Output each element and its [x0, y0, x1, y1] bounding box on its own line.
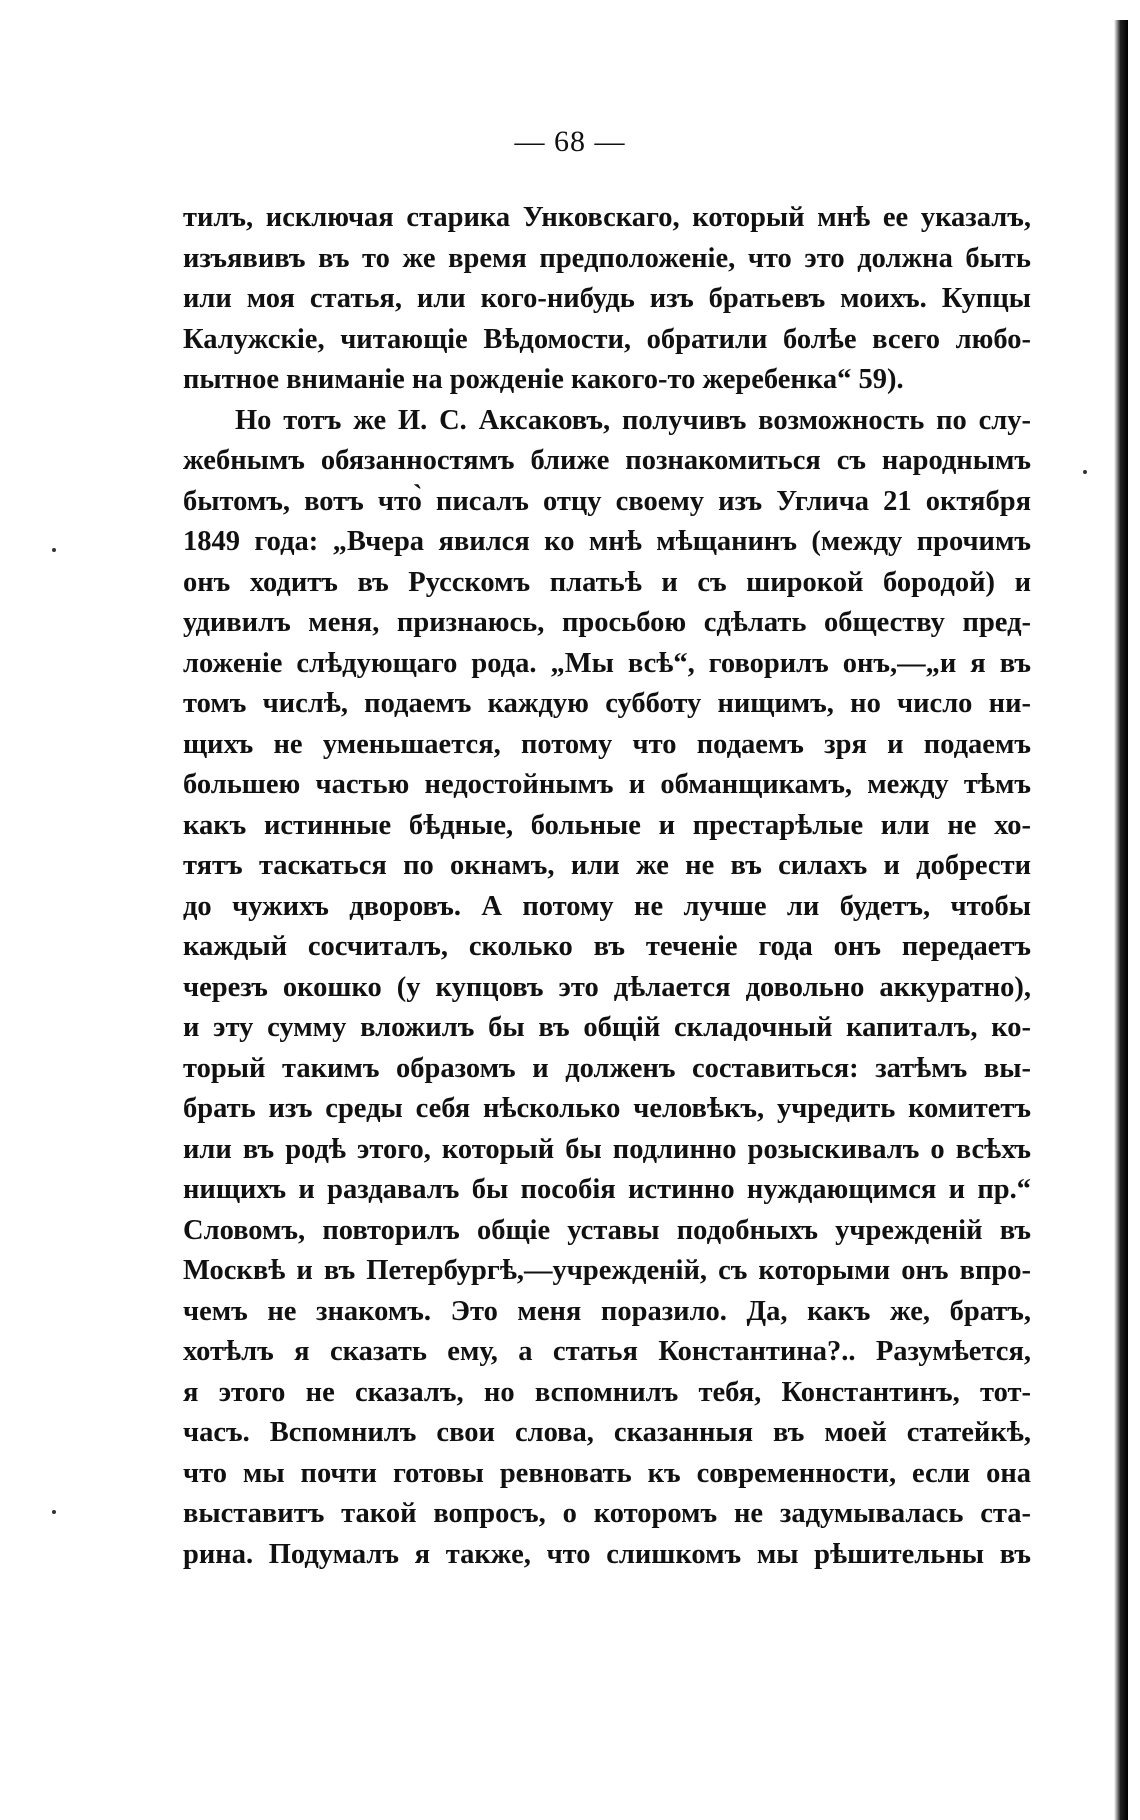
text-line: ложеніе слѣдующаго рода. „Мы всѣ“, говорилъ онъ,—„и я въ [183, 647, 1031, 679]
text-line: изъявивъ въ то же время предположеніе, что это должна быть [183, 242, 1031, 274]
text-line: Москвѣ и въ Петербургѣ,—учрежденій, съ которыми онъ впро- [183, 1255, 1031, 1286]
text-line: Словомъ, повторилъ общіе уставы подобныхъ учрежденій въ [183, 1214, 1031, 1246]
text-line: и эту сумму вложилъ бы въ общій складочный капиталъ, ко- [183, 1012, 1031, 1043]
text-line: я этого не сказалъ, но вспомнилъ тебя, Константинъ, тот- [183, 1376, 1031, 1408]
scan-speck [52, 1510, 56, 1514]
text-line: чемъ не знакомъ. Это меня поразило. Да, какъ же, братъ, [183, 1295, 1031, 1327]
text-line: или моя статья, или кого-нибудь изъ братьевъ моихъ. Купцы [183, 283, 1031, 314]
text-line: бытомъ, вотъ что̀ писалъ отцу своему изъ Углича 21 октября [183, 485, 1031, 517]
text-line: выставитъ такой вопросъ, о которомъ не задумывалась ста- [183, 1498, 1031, 1529]
text-line: большею частью недостойнымъ и обманщикамъ, между тѣмъ [183, 769, 1031, 800]
text-line: томъ числѣ, подаемъ каждую субботу нищимъ, но число ни- [183, 688, 1031, 719]
text-line: удивилъ меня, признаюсь, просьбою сдѣлать обществу пред- [183, 607, 1031, 638]
text-line: онъ ходитъ въ Русскомъ платьѣ и съ широкой бородой) и [183, 566, 1031, 598]
text-line: или въ родѣ этого, который бы подлинно розыскивалъ о всѣхъ [183, 1133, 1031, 1165]
text-line: нищихъ и раздавалъ бы пособія истинно нуждающимся и пр.“ [183, 1174, 1031, 1205]
page-number: — 68 — [514, 125, 626, 158]
text-line: до чужихъ дворовъ. А потому не лучше ли будетъ, чтобы [183, 890, 1031, 922]
text-line: какъ истинные бѣдные, больные и престарѣлые или не хо- [183, 809, 1031, 841]
text-line: Калужскіе, читающіе Вѣдомости, обратили болѣе всего любо- [183, 323, 1031, 355]
scan-speck [1083, 470, 1087, 474]
text-line: рина. Подумалъ я также, что слишкомъ мы рѣшительны въ [183, 1538, 1031, 1570]
body-text [183, 198, 1031, 1575]
text-line: пытное вниманіе на рожденіе какого-то жеребенка“ 59). [183, 364, 904, 395]
text-line: брать изъ среды себя нѣсколько человѣкъ, учредить комитетъ [183, 1093, 1031, 1124]
text-line: каждый сосчиталъ, сколько въ теченіе года онъ передаетъ [183, 931, 1031, 962]
text-line: тилъ, исключая старика Унковскаго, который мнѣ ее указалъ, [183, 202, 1031, 233]
scan-speck [52, 548, 56, 552]
text-line: тятъ таскаться по окнамъ, или же не въ силахъ и добрести [183, 850, 1031, 881]
text-line: что мы почти готовы ревновать къ современности, если она [183, 1457, 1031, 1489]
text-line: 1849 года: „Вчера явился ко мнѣ мѣщанинъ (между прочимъ [183, 526, 1031, 557]
text-line: торый такимъ образомъ и долженъ составиться: затѣмъ вы- [183, 1052, 1031, 1084]
text-line: часъ. Вспомнилъ свои слова, сказанныя въ моей статейкѣ, [183, 1417, 1031, 1448]
text-line: жебнымъ обязанностямъ ближе познакомиться съ народнымъ [183, 445, 1031, 476]
text-line: Но тотъ же И. С. Аксаковъ, получивъ возможность по слу- [235, 404, 1031, 436]
text-line: щихъ не уменьшается, потому что подаемъ зря и подаемъ [183, 728, 1031, 760]
text-line: хотѣлъ я сказать ему, а статья Константина?.. Разумѣется, [183, 1336, 1031, 1367]
scanned-page-edge [1114, 20, 1128, 1820]
text-line: черезъ окошко (у купцовъ это дѣлается довольно аккуратно), [183, 971, 1031, 1003]
